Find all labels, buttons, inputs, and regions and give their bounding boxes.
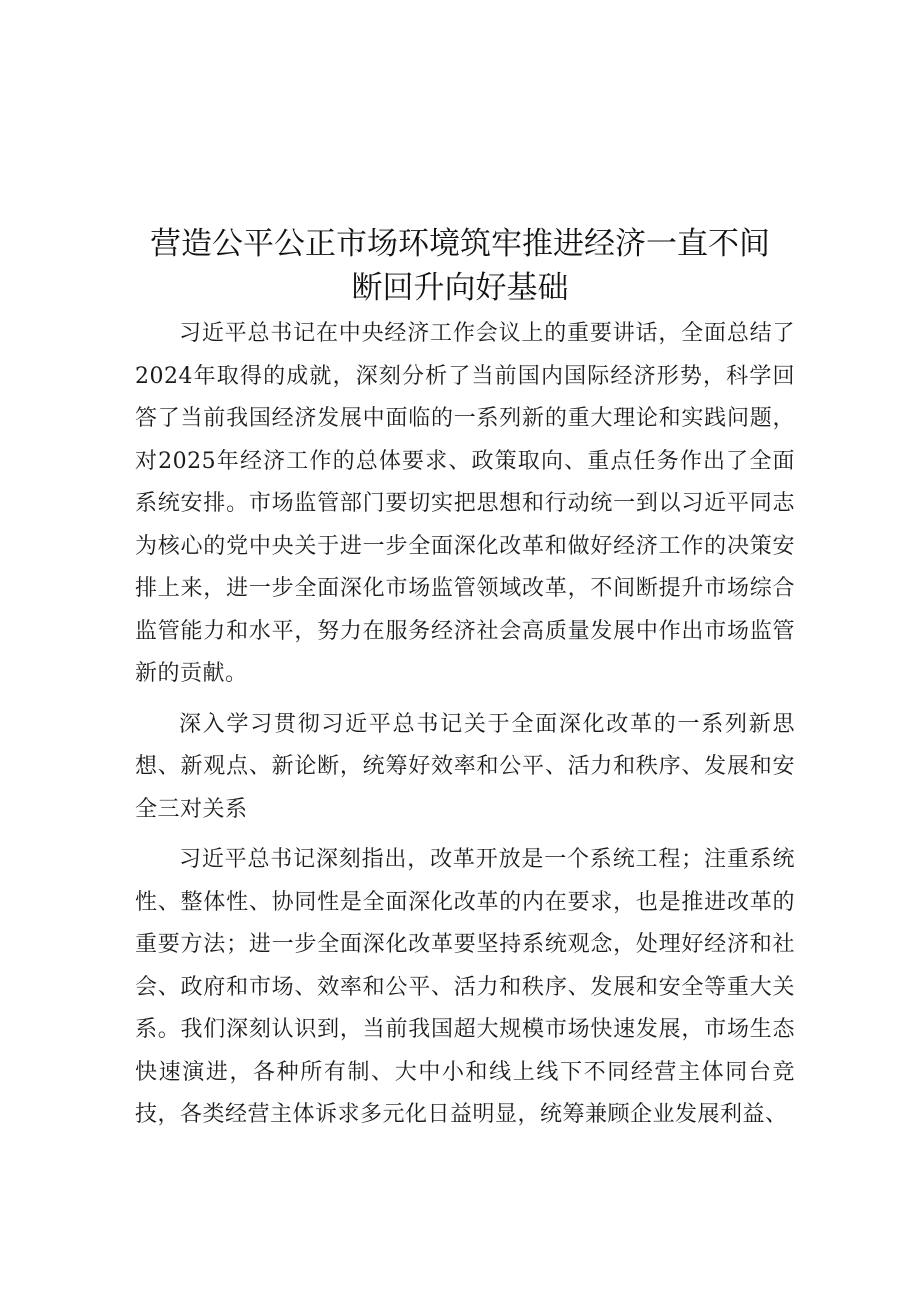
paragraph-1: 习近平总书记在中央经济工作会议上的重要讲话，全面总结了2024年取得的成就，深刻分析了当前国内国际经济形势，科学回答了当前我国经济发展中面临的一系列新的重大理论和实践问题，对2025年经济工作的总体要求、政策取向、重点任务作出了全面系统安排。市场监管部门要切实把思想和行动统一到以习近平同志为核心的党中央关于进一步全面深化改革和做好经济工作的决策安排上来，进一步全面深化市场监管领域改革，不间断提升市场综合监管能力和水平，努力在服务经济社会高质量发展中作出市场监管新的贡献。 (135, 321, 795, 686)
paragraph-3: 习近平总书记深刻指出，改革开放是一个系统工程；注重系统性、整体性、协同性是全面深化改革的内在要求，也是推进改革的重要方法；进一步全面深化改革要坚持系统观念，处理好经济和社会、政府和市场、效率和公平、活力和秩序、发展和安全等重大关系。我们深刻认识到，当前我国超大规模市场快速发展，市场生态快速演进，各种所有制、大中小和线上线下不同经营主体同台竞技，各类经营主体诉求多元化日益明显，统筹兼顾企业发展利益、 (135, 847, 795, 1127)
document-title (130, 222, 790, 310)
document-title-line-1: 营造公平公正市场环境筑牢推进经济一直不间 (150, 226, 770, 262)
document-title-line-2: 断回升向好基础 (351, 270, 569, 306)
paragraph-2: 深入学习贯彻习近平总书记关于全面深化改革的一系列新思想、新观点、新论断，统筹好效率和公平、活力和秩序、发展和安全三对关系 (135, 711, 795, 822)
document-body (135, 313, 795, 1137)
